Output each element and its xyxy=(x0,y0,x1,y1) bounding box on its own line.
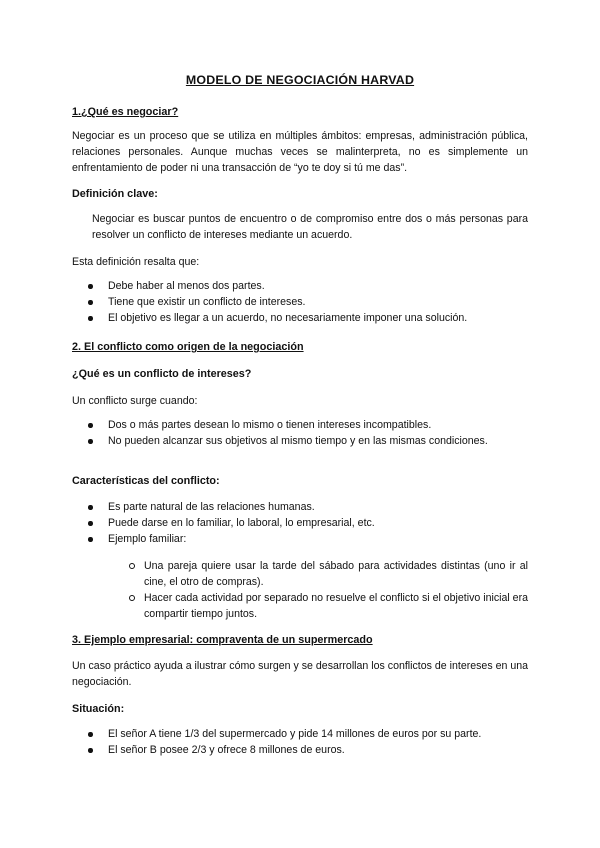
section-3-paragraph: Un caso práctico ayuda a ilustrar cómo surgen y se desarrollan los conflictos de intereses en una negociación. xyxy=(72,660,528,688)
list-item: El objetivo es llegar a un acuerdo, no necesariamente imponer una solución. xyxy=(72,310,528,326)
list-item: Es parte natural de las relaciones humanas. xyxy=(72,499,528,515)
situation-bullet-list xyxy=(72,726,528,758)
characteristics-heading: Características del conflicto: xyxy=(72,475,220,487)
bullet-icon xyxy=(88,316,93,321)
definition-heading: Definición clave: xyxy=(72,188,158,200)
conflict-intro: Un conflicto surge cuando: xyxy=(72,395,198,407)
definition-text: Negociar es buscar puntos de encuentro o de compromiso entre dos o más personas para resolver un conflicto de intereses mediante un acuerdo. xyxy=(92,213,528,241)
document-title: MODELO DE NEGOCIACIÓN HARVAD xyxy=(185,73,415,87)
list-item: Tiene que existir un conflicto de intereses. xyxy=(72,294,528,310)
list-item: Puede darse en lo familiar, lo laboral, lo empresarial, etc. xyxy=(72,515,528,531)
bullet-icon xyxy=(88,537,93,542)
list-item: Ejemplo familiar: xyxy=(72,531,528,547)
bullet-icon xyxy=(88,748,93,753)
section-1-heading: 1.¿Qué es negociar? xyxy=(72,106,179,118)
bullet-icon xyxy=(88,423,93,428)
list-item: El señor A tiene 1/3 del supermercado y pide 14 millones de euros por su parte. xyxy=(72,726,528,742)
hollow-bullet-icon xyxy=(129,563,135,569)
section-1-bullet-list xyxy=(72,278,528,326)
bullet-icon xyxy=(88,300,93,305)
section-3-heading: 3. Ejemplo empresarial: compraventa de un supermercado xyxy=(72,634,373,646)
list-item: No pueden alcanzar sus objetivos al mismo tiempo y en las mismas condiciones. xyxy=(72,433,528,449)
sub-list-item: Hacer cada actividad por separado no resuelve el conflicto si el objetivo inicial era compartir tiempo juntos. xyxy=(128,590,528,622)
list-item: El señor B posee 2/3 y ofrece 8 millones de euros. xyxy=(72,742,528,758)
list-item: Debe haber al menos dos partes. xyxy=(72,278,528,294)
list-item: Dos o más partes desean lo mismo o tienen intereses incompatibles. xyxy=(72,417,528,433)
situation-heading: Situación: xyxy=(72,703,125,715)
section-2-subheading: ¿Qué es un conflicto de intereses? xyxy=(72,368,252,380)
bullet-icon xyxy=(88,284,93,289)
section-1-paragraph: Negociar es un proceso que se utiliza en múltiples ámbitos: empresas, administración pública, relaciones personales. Aunque muchas veces se malinterpreta, no es simplemente un enfrentamiento de poder ni una transacción de “yo te doy si tú me das”. xyxy=(72,130,528,174)
characteristics-bullet-list xyxy=(72,499,528,547)
bullet-icon xyxy=(88,505,93,510)
bullet-icon xyxy=(88,439,93,444)
section-2-heading: 2. El conflicto como origen de la negociación xyxy=(72,341,304,353)
sub-list-item: Una pareja quiere usar la tarde del sábado para actividades distintas (uno ir al cine, el otro de compras). xyxy=(128,558,528,590)
emphasis-intro: Esta definición resalta que: xyxy=(72,256,200,268)
conflict-bullet-list xyxy=(72,417,528,449)
bullet-icon xyxy=(88,732,93,737)
family-example-list xyxy=(128,558,528,622)
bullet-icon xyxy=(88,521,93,526)
hollow-bullet-icon xyxy=(129,595,135,601)
